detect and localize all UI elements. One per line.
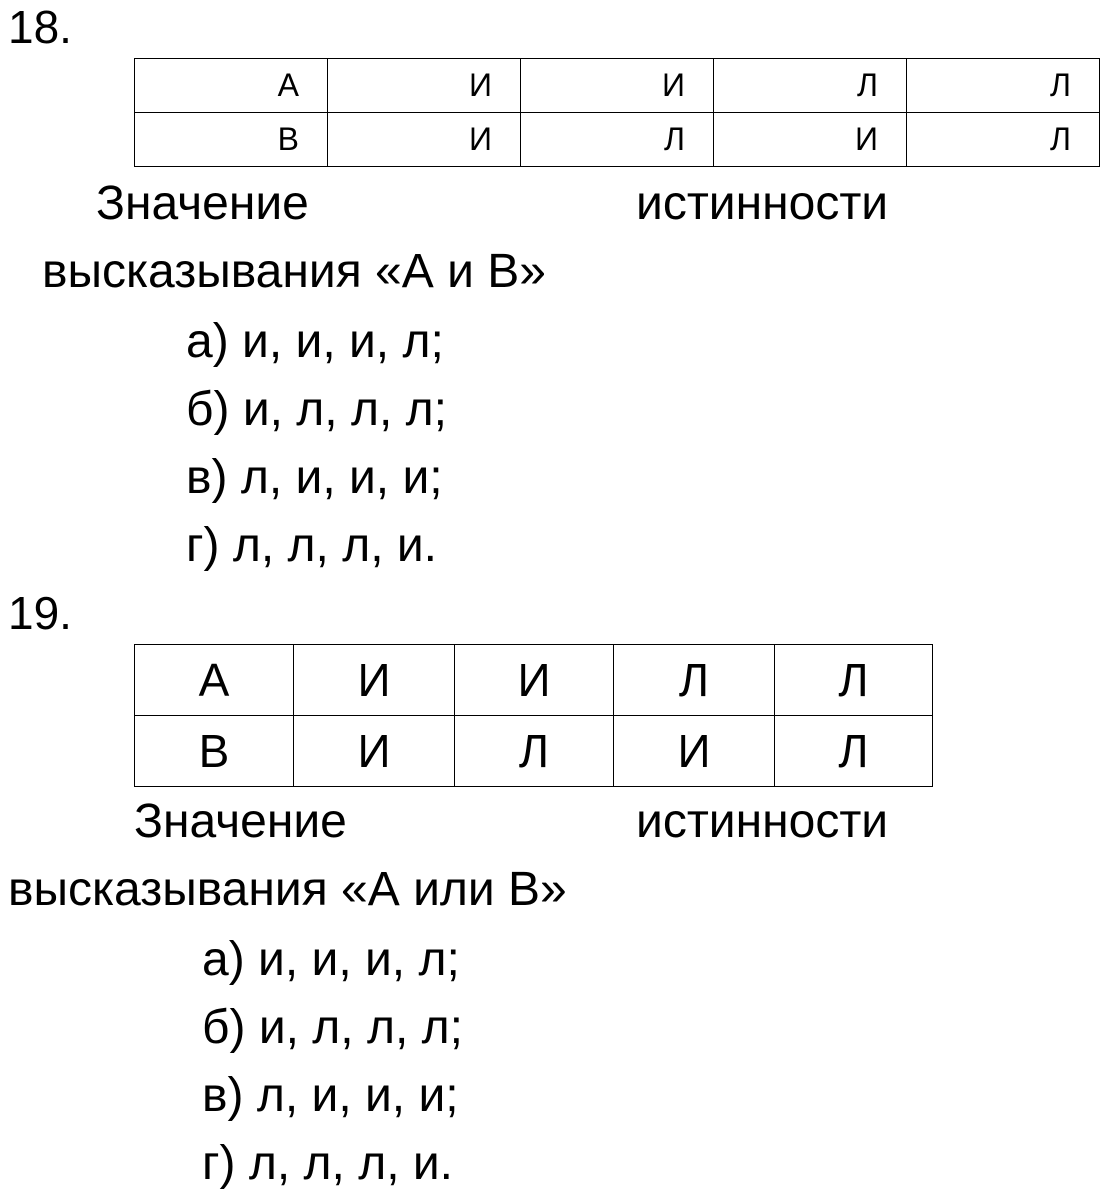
question-18-option-d: г) л, л, л, и. (186, 519, 438, 572)
table-cell: И (328, 59, 521, 113)
table-cell: Л (907, 59, 1100, 113)
table-cell: Л (775, 645, 933, 716)
table-cell: А (135, 645, 294, 716)
question-18-text-left: Значение (96, 177, 309, 230)
table-cell: И (294, 645, 455, 716)
table-cell: А (135, 59, 328, 113)
question-19-text-left: Значение (134, 795, 347, 848)
question-19-option-c: в) л, и, и, и; (202, 1069, 459, 1122)
truth-table-19 (134, 644, 933, 787)
table-cell: В (135, 716, 294, 787)
table-row (135, 645, 933, 716)
table-row (135, 59, 1100, 113)
question-18-option-c: в) л, и, и, и; (186, 451, 443, 504)
question-18-number: 18. (8, 1, 72, 53)
table-cell: Л (614, 645, 775, 716)
question-19-option-b: б) и, л, л, л; (202, 1001, 463, 1054)
question-19-text-line2: высказывания «А или В» (8, 863, 567, 916)
table-row (135, 113, 1100, 167)
table-cell: И (328, 113, 521, 167)
question-19-option-a: а) и, и, и, л; (202, 933, 460, 986)
question-18-text-right: истинности (636, 177, 889, 230)
question-18-option-b: б) и, л, л, л; (186, 383, 447, 436)
question-18-option-a: а) и, и, и, л; (186, 315, 444, 368)
table-cell: Л (907, 113, 1100, 167)
table-cell: И (294, 716, 455, 787)
table-cell: И (455, 645, 614, 716)
table-cell: Л (521, 113, 714, 167)
truth-table-18 (134, 58, 1100, 167)
table-row (135, 716, 933, 787)
table-cell: Л (455, 716, 614, 787)
question-19-number: 19. (8, 587, 72, 639)
table-cell: Л (714, 59, 907, 113)
question-19-text-right: истинности (636, 795, 889, 848)
table-cell: И (614, 716, 775, 787)
question-19-option-d: г) л, л, л, и. (202, 1137, 454, 1190)
table-cell: И (714, 113, 907, 167)
table-cell: Л (775, 716, 933, 787)
question-18-text-line2: высказывания «А и В» (42, 245, 546, 298)
table-cell: В (135, 113, 328, 167)
table-cell: И (521, 59, 714, 113)
